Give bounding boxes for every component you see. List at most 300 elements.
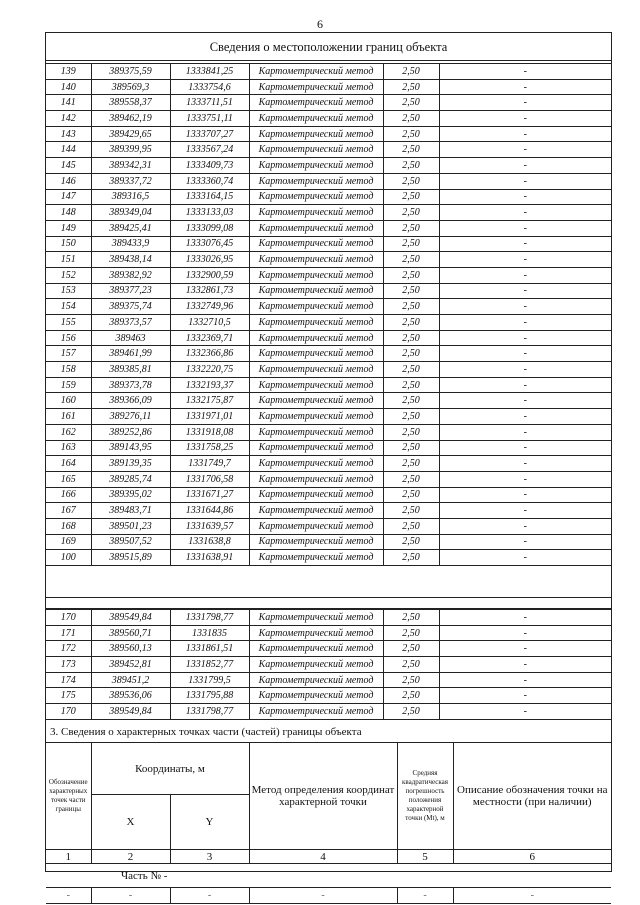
point-number: 158 bbox=[46, 362, 91, 378]
description: - bbox=[439, 550, 611, 566]
coord-y: 1333754,6 bbox=[170, 79, 249, 95]
table-row bbox=[46, 189, 611, 205]
description: - bbox=[439, 283, 611, 299]
method: Картометрический метод bbox=[249, 205, 383, 221]
blank-cell: - bbox=[453, 888, 611, 904]
col-number: 1 bbox=[46, 850, 91, 864]
description: - bbox=[439, 79, 611, 95]
coord-x: 389433,9 bbox=[91, 236, 170, 252]
method: Картометрический метод bbox=[249, 111, 383, 127]
point-number: 140 bbox=[46, 79, 91, 95]
accuracy: 2,50 bbox=[383, 283, 439, 299]
col-y-header: Y bbox=[170, 795, 249, 850]
accuracy: 2,50 bbox=[383, 236, 439, 252]
coord-y: 1333076,45 bbox=[170, 236, 249, 252]
description: - bbox=[439, 393, 611, 409]
coord-y: 1331671,27 bbox=[170, 487, 249, 503]
coord-x: 389429,65 bbox=[91, 126, 170, 142]
point-number: 151 bbox=[46, 252, 91, 268]
boundary-points-table bbox=[46, 63, 611, 566]
description: - bbox=[439, 487, 611, 503]
table-row bbox=[46, 95, 611, 111]
coord-x: 389375,74 bbox=[91, 299, 170, 315]
method: Картометрический метод bbox=[249, 409, 383, 425]
table-row bbox=[46, 704, 611, 720]
coord-y: 1331639,57 bbox=[170, 518, 249, 534]
description: - bbox=[439, 111, 611, 127]
blank-cell: - bbox=[249, 888, 397, 904]
table-row bbox=[46, 487, 611, 503]
table-row bbox=[46, 672, 611, 688]
accuracy: 2,50 bbox=[383, 610, 439, 626]
method: Картометрический метод bbox=[249, 440, 383, 456]
method: Картометрический метод bbox=[249, 95, 383, 111]
coord-x: 389366,09 bbox=[91, 393, 170, 409]
description: - bbox=[439, 315, 611, 331]
table-row bbox=[46, 393, 611, 409]
coord-x: 389560,71 bbox=[91, 625, 170, 641]
accuracy: 2,50 bbox=[383, 142, 439, 158]
point-number: 170 bbox=[46, 704, 91, 720]
col-number: 4 bbox=[249, 850, 397, 864]
point-number: 145 bbox=[46, 158, 91, 174]
method: Картометрический метод bbox=[249, 158, 383, 174]
point-number: 162 bbox=[46, 424, 91, 440]
coord-x: 389252,86 bbox=[91, 424, 170, 440]
coord-x: 389558,37 bbox=[91, 95, 170, 111]
accuracy: 2,50 bbox=[383, 79, 439, 95]
method: Картометрический метод bbox=[249, 424, 383, 440]
description: - bbox=[439, 330, 611, 346]
col-number: 2 bbox=[91, 850, 170, 864]
description: - bbox=[439, 688, 611, 704]
description: - bbox=[439, 424, 611, 440]
table-row bbox=[46, 503, 611, 519]
coord-x: 389515,89 bbox=[91, 550, 170, 566]
accuracy: 2,50 bbox=[383, 550, 439, 566]
coord-y: 1331852,77 bbox=[170, 657, 249, 673]
table-row bbox=[46, 111, 611, 127]
method: Картометрический метод bbox=[249, 625, 383, 641]
description: - bbox=[439, 657, 611, 673]
accuracy: 2,50 bbox=[383, 205, 439, 221]
method: Картометрический метод bbox=[249, 315, 383, 331]
accuracy: 2,50 bbox=[383, 688, 439, 704]
point-number: 154 bbox=[46, 299, 91, 315]
description: - bbox=[439, 220, 611, 236]
point-number: 175 bbox=[46, 688, 91, 704]
method: Картометрический метод bbox=[249, 189, 383, 205]
boundary-points-table-2 bbox=[46, 609, 611, 720]
table-row bbox=[46, 158, 611, 174]
part-points-table bbox=[46, 742, 611, 904]
accuracy: 2,50 bbox=[383, 158, 439, 174]
coord-x: 389438,14 bbox=[91, 252, 170, 268]
point-number: 168 bbox=[46, 518, 91, 534]
table-row bbox=[46, 267, 611, 283]
description: - bbox=[439, 641, 611, 657]
method: Картометрический метод bbox=[249, 704, 383, 720]
method: Картометрический метод bbox=[249, 688, 383, 704]
description: - bbox=[439, 126, 611, 142]
table-row bbox=[46, 236, 611, 252]
description: - bbox=[439, 346, 611, 362]
col-number: 3 bbox=[170, 850, 249, 864]
coord-y: 1333360,74 bbox=[170, 173, 249, 189]
description: - bbox=[439, 456, 611, 472]
description: - bbox=[439, 299, 611, 315]
point-number: 150 bbox=[46, 236, 91, 252]
table-row bbox=[46, 424, 611, 440]
table-row bbox=[46, 205, 611, 221]
coord-x: 389501,23 bbox=[91, 518, 170, 534]
point-number: 143 bbox=[46, 126, 91, 142]
blank-cell: - bbox=[170, 888, 249, 904]
point-number: 166 bbox=[46, 487, 91, 503]
description: - bbox=[439, 252, 611, 268]
description: - bbox=[439, 534, 611, 550]
point-number: 142 bbox=[46, 111, 91, 127]
point-number: 139 bbox=[46, 64, 91, 80]
accuracy: 2,50 bbox=[383, 299, 439, 315]
accuracy: 2,50 bbox=[383, 346, 439, 362]
table-row bbox=[46, 79, 611, 95]
point-number: 165 bbox=[46, 471, 91, 487]
accuracy: 2,50 bbox=[383, 657, 439, 673]
method: Картометрический метод bbox=[249, 142, 383, 158]
table-row bbox=[46, 142, 611, 158]
table-row bbox=[46, 688, 611, 704]
table-row bbox=[46, 456, 611, 472]
accuracy: 2,50 bbox=[383, 267, 439, 283]
coord-y: 1332749,96 bbox=[170, 299, 249, 315]
coord-y: 1331971,01 bbox=[170, 409, 249, 425]
description: - bbox=[439, 440, 611, 456]
coord-x: 389373,78 bbox=[91, 377, 170, 393]
coord-x: 389382,92 bbox=[91, 267, 170, 283]
table-row bbox=[46, 550, 611, 566]
point-number: 156 bbox=[46, 330, 91, 346]
coord-x: 389462,19 bbox=[91, 111, 170, 127]
coord-y: 1331638,91 bbox=[170, 550, 249, 566]
description: - bbox=[439, 205, 611, 221]
accuracy: 2,50 bbox=[383, 424, 439, 440]
col-number: 6 bbox=[453, 850, 611, 864]
description: - bbox=[439, 704, 611, 720]
table-row bbox=[46, 610, 611, 626]
point-number: 164 bbox=[46, 456, 91, 472]
method: Картометрический метод bbox=[249, 550, 383, 566]
coord-x: 389425,41 bbox=[91, 220, 170, 236]
description: - bbox=[439, 672, 611, 688]
description: - bbox=[439, 409, 611, 425]
table-row bbox=[46, 64, 611, 80]
description: - bbox=[439, 471, 611, 487]
table-row bbox=[46, 409, 611, 425]
accuracy: 2,50 bbox=[383, 503, 439, 519]
coord-x: 389373,57 bbox=[91, 315, 170, 331]
method: Картометрический метод bbox=[249, 220, 383, 236]
coord-y: 1333099,08 bbox=[170, 220, 249, 236]
point-number: 161 bbox=[46, 409, 91, 425]
coord-y: 1332710,5 bbox=[170, 315, 249, 331]
accuracy: 2,50 bbox=[383, 330, 439, 346]
coord-y: 1333707,27 bbox=[170, 126, 249, 142]
accuracy: 2,50 bbox=[383, 456, 439, 472]
coord-x: 389337,72 bbox=[91, 173, 170, 189]
description: - bbox=[439, 236, 611, 252]
point-number: 148 bbox=[46, 205, 91, 221]
page-number: 6 bbox=[317, 17, 323, 31]
coord-y: 1332861,73 bbox=[170, 283, 249, 299]
table-row bbox=[46, 252, 611, 268]
method: Картометрический метод bbox=[249, 346, 383, 362]
accuracy: 2,50 bbox=[383, 252, 439, 268]
coord-y: 1331644,86 bbox=[170, 503, 249, 519]
point-number: 144 bbox=[46, 142, 91, 158]
method: Картометрический метод bbox=[249, 393, 383, 409]
method: Картометрический метод bbox=[249, 487, 383, 503]
method: Картометрический метод bbox=[249, 173, 383, 189]
table-row bbox=[46, 625, 611, 641]
coord-x: 389461,99 bbox=[91, 346, 170, 362]
coord-x: 389385,81 bbox=[91, 362, 170, 378]
coord-x: 389139,35 bbox=[91, 456, 170, 472]
coord-x: 389143,95 bbox=[91, 440, 170, 456]
coord-y: 1333026,95 bbox=[170, 252, 249, 268]
method: Картометрический метод bbox=[249, 299, 383, 315]
col-x-header: X bbox=[91, 795, 170, 850]
coord-x: 389395,02 bbox=[91, 487, 170, 503]
accuracy: 2,50 bbox=[383, 95, 439, 111]
accuracy: 2,50 bbox=[383, 126, 439, 142]
method: Картометрический метод bbox=[249, 657, 383, 673]
coord-x: 389377,23 bbox=[91, 283, 170, 299]
coord-y: 1333409,73 bbox=[170, 158, 249, 174]
accuracy: 2,50 bbox=[383, 377, 439, 393]
method: Картометрический метод bbox=[249, 456, 383, 472]
description: - bbox=[439, 610, 611, 626]
table-row bbox=[46, 657, 611, 673]
description: - bbox=[439, 158, 611, 174]
coord-x: 389536,06 bbox=[91, 688, 170, 704]
point-number: 141 bbox=[46, 95, 91, 111]
point-number: 146 bbox=[46, 173, 91, 189]
point-number: 172 bbox=[46, 641, 91, 657]
table-row bbox=[46, 330, 611, 346]
table-row bbox=[46, 283, 611, 299]
coord-x: 389483,71 bbox=[91, 503, 170, 519]
coord-x: 389507,52 bbox=[91, 534, 170, 550]
col-coords-header: Координаты, м bbox=[91, 743, 249, 795]
method: Картометрический метод bbox=[249, 610, 383, 626]
method: Картометрический метод bbox=[249, 471, 383, 487]
accuracy: 2,50 bbox=[383, 173, 439, 189]
col-designation-header: Обозначение характерных точек части границы bbox=[46, 743, 91, 850]
description: - bbox=[439, 173, 611, 189]
accuracy: 2,50 bbox=[383, 362, 439, 378]
coord-y: 1331861,51 bbox=[170, 641, 249, 657]
point-number: 167 bbox=[46, 503, 91, 519]
accuracy: 2,50 bbox=[383, 672, 439, 688]
table-row bbox=[46, 173, 611, 189]
coord-y: 1331799,5 bbox=[170, 672, 249, 688]
table-separator bbox=[46, 597, 611, 609]
blank-cell: - bbox=[91, 888, 170, 904]
description: - bbox=[439, 64, 611, 80]
table-row bbox=[46, 641, 611, 657]
col-accuracy-header: Средняя квадратическая погрешность положения характерной точки (Mt), м bbox=[397, 743, 453, 850]
method: Картометрический метод bbox=[249, 252, 383, 268]
point-number: 174 bbox=[46, 672, 91, 688]
accuracy: 2,50 bbox=[383, 189, 439, 205]
method: Картометрический метод bbox=[249, 672, 383, 688]
accuracy: 2,50 bbox=[383, 220, 439, 236]
coord-x: 389549,84 bbox=[91, 704, 170, 720]
coord-y: 1333133,03 bbox=[170, 205, 249, 221]
accuracy: 2,50 bbox=[383, 315, 439, 331]
method: Картометрический метод bbox=[249, 267, 383, 283]
table-row bbox=[46, 346, 611, 362]
accuracy: 2,50 bbox=[383, 393, 439, 409]
table-row bbox=[46, 315, 611, 331]
point-number: 147 bbox=[46, 189, 91, 205]
point-number: 173 bbox=[46, 657, 91, 673]
coord-y: 1332175,87 bbox=[170, 393, 249, 409]
point-number: 169 bbox=[46, 534, 91, 550]
accuracy: 2,50 bbox=[383, 111, 439, 127]
accuracy: 2,50 bbox=[383, 704, 439, 720]
table-row bbox=[46, 362, 611, 378]
point-number: 149 bbox=[46, 220, 91, 236]
method: Картометрический метод bbox=[249, 330, 383, 346]
coord-y: 1331798,77 bbox=[170, 704, 249, 720]
coord-x: 389349,04 bbox=[91, 205, 170, 221]
description: - bbox=[439, 142, 611, 158]
coord-x: 389451,2 bbox=[91, 672, 170, 688]
method: Картометрический метод bbox=[249, 377, 383, 393]
coord-y: 1333567,24 bbox=[170, 142, 249, 158]
accuracy: 2,50 bbox=[383, 440, 439, 456]
blank-cell: - bbox=[397, 888, 453, 904]
coord-y: 1331798,77 bbox=[170, 610, 249, 626]
table-row bbox=[46, 518, 611, 534]
coord-y: 1331638,8 bbox=[170, 534, 249, 550]
accuracy: 2,50 bbox=[383, 471, 439, 487]
table-row bbox=[46, 299, 611, 315]
table-row bbox=[46, 471, 611, 487]
description: - bbox=[439, 362, 611, 378]
description: - bbox=[439, 625, 611, 641]
accuracy: 2,50 bbox=[383, 534, 439, 550]
method: Картометрический метод bbox=[249, 518, 383, 534]
point-number: 159 bbox=[46, 377, 91, 393]
col-description-header: Описание обозначения точки на местности (при наличии) bbox=[453, 743, 611, 850]
description: - bbox=[439, 95, 611, 111]
coord-y: 1331706,58 bbox=[170, 471, 249, 487]
coord-x: 389285,74 bbox=[91, 471, 170, 487]
table-row bbox=[46, 534, 611, 550]
coord-y: 1332220,75 bbox=[170, 362, 249, 378]
col-number: 5 bbox=[397, 850, 453, 864]
method: Картометрический метод bbox=[249, 503, 383, 519]
coord-y: 1333751,11 bbox=[170, 111, 249, 127]
coord-x: 389452,81 bbox=[91, 657, 170, 673]
description: - bbox=[439, 189, 611, 205]
point-number: 163 bbox=[46, 440, 91, 456]
point-number: 152 bbox=[46, 267, 91, 283]
coord-y: 1332366,86 bbox=[170, 346, 249, 362]
coord-x: 389316,5 bbox=[91, 189, 170, 205]
accuracy: 2,50 bbox=[383, 487, 439, 503]
coord-y: 1331795,88 bbox=[170, 688, 249, 704]
accuracy: 2,50 bbox=[383, 641, 439, 657]
coord-x: 389342,31 bbox=[91, 158, 170, 174]
coord-y: 1333164,15 bbox=[170, 189, 249, 205]
coord-x: 389560,13 bbox=[91, 641, 170, 657]
table-row bbox=[46, 126, 611, 142]
boundary-info-frame bbox=[45, 32, 612, 901]
point-number: 153 bbox=[46, 283, 91, 299]
section-title: Сведения о местоположении границ объекта bbox=[46, 33, 611, 61]
method: Картометрический метод bbox=[249, 236, 383, 252]
coord-x: 389549,84 bbox=[91, 610, 170, 626]
coord-x: 389276,11 bbox=[91, 409, 170, 425]
accuracy: 2,50 bbox=[383, 518, 439, 534]
description: - bbox=[439, 503, 611, 519]
method: Картометрический метод bbox=[249, 79, 383, 95]
point-number: 171 bbox=[46, 625, 91, 641]
accuracy: 2,50 bbox=[383, 625, 439, 641]
description: - bbox=[439, 518, 611, 534]
point-number: 170 bbox=[46, 610, 91, 626]
coord-y: 1332369,71 bbox=[170, 330, 249, 346]
coord-y: 1331918,08 bbox=[170, 424, 249, 440]
coord-y: 1332900,59 bbox=[170, 267, 249, 283]
method: Картометрический метод bbox=[249, 283, 383, 299]
section3-title: 3. Сведения о характерных точках части (частей) границы объекта bbox=[50, 726, 362, 738]
blank-cell: - bbox=[46, 888, 91, 904]
coord-x: 389569,3 bbox=[91, 79, 170, 95]
point-number: 160 bbox=[46, 393, 91, 409]
method: Картометрический метод bbox=[249, 64, 383, 80]
part-label: Часть № - bbox=[46, 864, 611, 888]
coord-y: 1331758,25 bbox=[170, 440, 249, 456]
col-method-header: Метод определения координат характерной точки bbox=[249, 743, 397, 850]
coord-x: 389399,95 bbox=[91, 142, 170, 158]
method: Картометрический метод bbox=[249, 126, 383, 142]
table-row bbox=[46, 440, 611, 456]
point-number: 100 bbox=[46, 550, 91, 566]
accuracy: 2,50 bbox=[383, 409, 439, 425]
coord-y: 1333711,51 bbox=[170, 95, 249, 111]
coord-x: 389463 bbox=[91, 330, 170, 346]
description: - bbox=[439, 267, 611, 283]
accuracy: 2,50 bbox=[383, 64, 439, 80]
method: Картометрический метод bbox=[249, 641, 383, 657]
table-row bbox=[46, 377, 611, 393]
coord-y: 1333841,25 bbox=[170, 64, 249, 80]
point-number: 155 bbox=[46, 315, 91, 331]
coord-y: 1331835 bbox=[170, 625, 249, 641]
method: Картометрический метод bbox=[249, 362, 383, 378]
table-row bbox=[46, 220, 611, 236]
coord-y: 1331749,7 bbox=[170, 456, 249, 472]
coord-x: 389375,59 bbox=[91, 64, 170, 80]
coord-y: 1332193,37 bbox=[170, 377, 249, 393]
point-number: 157 bbox=[46, 346, 91, 362]
method: Картометрический метод bbox=[249, 534, 383, 550]
